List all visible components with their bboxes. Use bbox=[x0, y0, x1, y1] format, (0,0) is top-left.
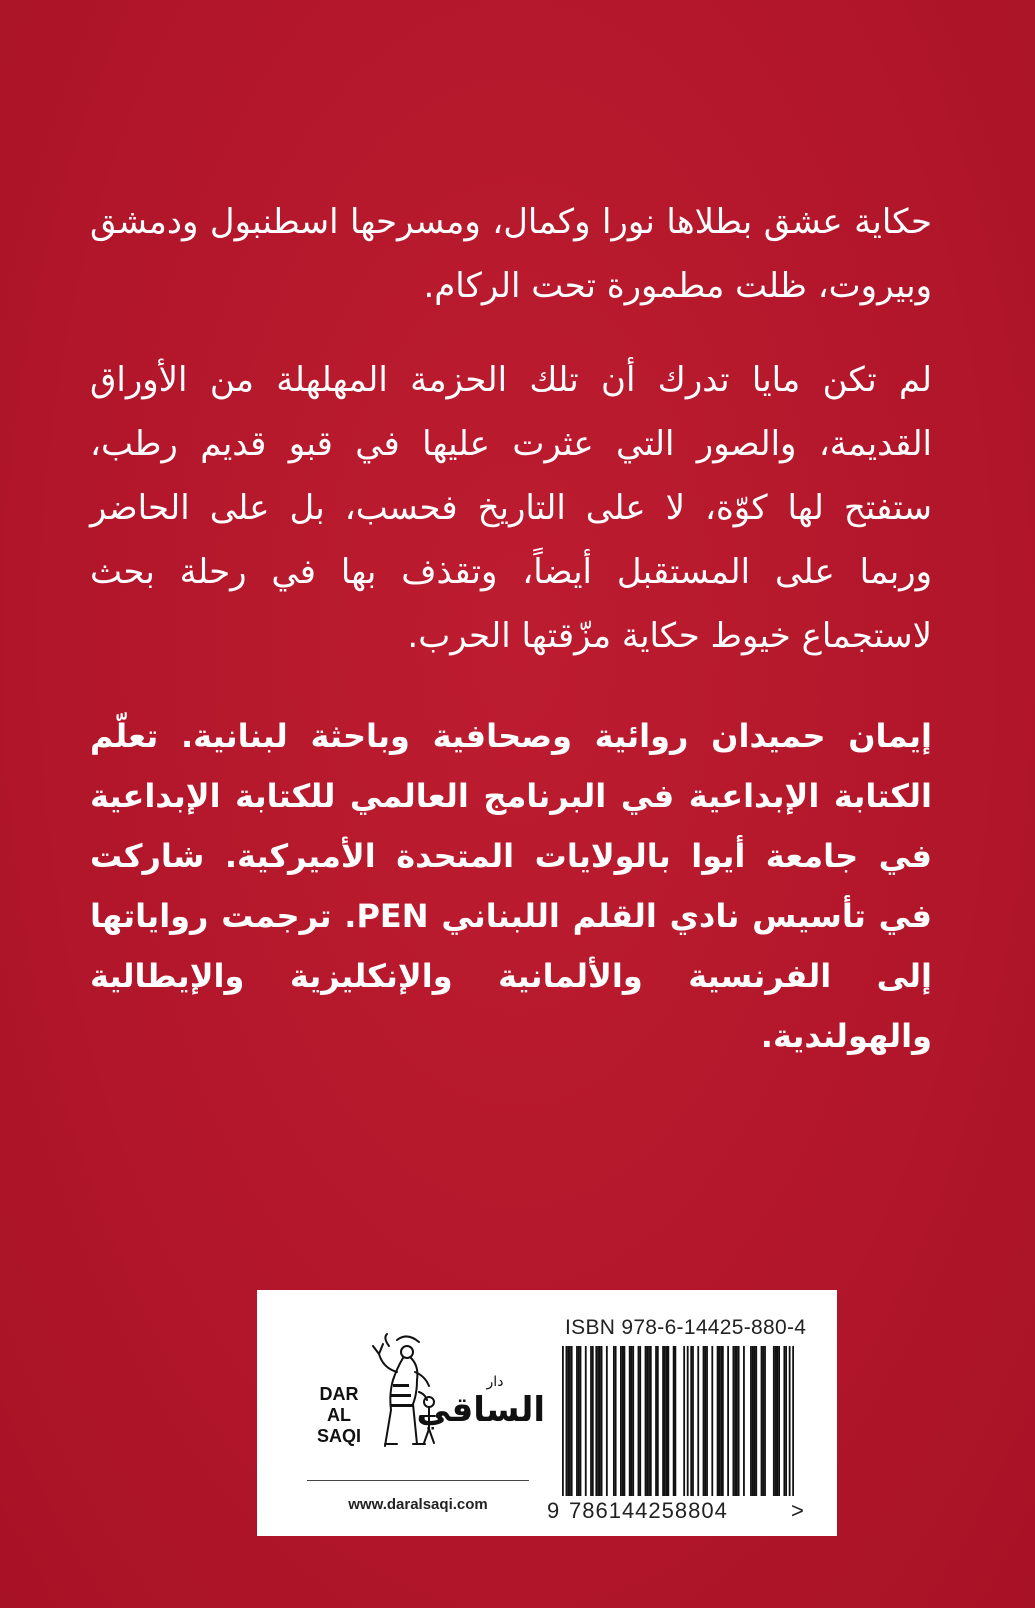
barcode-bar bbox=[624, 1346, 626, 1496]
barcode bbox=[562, 1346, 794, 1496]
barcode-bar bbox=[727, 1346, 729, 1496]
barcode-bar bbox=[562, 1346, 564, 1496]
barcode-bar bbox=[717, 1346, 719, 1496]
barcode-bar bbox=[590, 1346, 592, 1496]
publisher-latin-line-2: AL SAQI bbox=[316, 1405, 361, 1446]
barcode-bar bbox=[722, 1346, 724, 1496]
barcode-bar bbox=[571, 1346, 573, 1496]
barcode-bar bbox=[566, 1346, 568, 1496]
barcode-bar bbox=[773, 1346, 775, 1496]
barcode-bar bbox=[743, 1346, 745, 1496]
barcode-bar bbox=[720, 1346, 722, 1496]
barcode-first-digit: 9 bbox=[547, 1498, 560, 1523]
barcode-bar bbox=[631, 1346, 633, 1496]
blurb-paragraph-2: لم تكن مايا تدرك أن تلك الحزمة المهلهلة من الأوراق القديمة، والصور التي عثرت عليها في قبو قديم رطب، ستفتح لها كوّة، لا على التاريخ فحسب، بل على الحاضر وربما على المستقبل أيضاً، وتقذف بها في رحلة بحث لاستجماع خيوط حكاية مزّقتها الحرب. bbox=[90, 360, 932, 656]
barcode-bar bbox=[718, 1346, 720, 1496]
barcode-arrow: > bbox=[791, 1498, 804, 1523]
barcode-bar bbox=[785, 1346, 787, 1496]
barcode-bar bbox=[666, 1346, 668, 1496]
barcode-bar bbox=[761, 1346, 763, 1496]
label-divider bbox=[307, 1480, 529, 1481]
barcode-bar bbox=[762, 1346, 764, 1496]
barcode-bar bbox=[704, 1346, 706, 1496]
barcode-bar bbox=[674, 1346, 676, 1496]
barcode-bar bbox=[615, 1346, 617, 1496]
barcode-bar bbox=[592, 1346, 594, 1496]
publisher-website: www.daralsaqi.com bbox=[348, 1496, 488, 1513]
barcode-bar bbox=[650, 1346, 652, 1496]
barcode-bar bbox=[683, 1346, 685, 1496]
barcode-bar bbox=[613, 1346, 615, 1496]
barcode-bar bbox=[734, 1346, 736, 1496]
blurb-paragraph-1: حكاية عشق بطلاها نورا وكمال، ومسرحها اسطنبول ودمشق وبيروت، ظلت مطمورة تحت الركام. bbox=[90, 202, 932, 306]
barcode-bar bbox=[585, 1346, 587, 1496]
barcode-bar bbox=[655, 1346, 657, 1496]
barcode-bar bbox=[662, 1346, 664, 1496]
barcode-bar bbox=[687, 1346, 689, 1496]
barcode-bar bbox=[667, 1346, 669, 1496]
publisher-arabic-big: الساقي bbox=[416, 1390, 545, 1430]
publisher-arabic-small: دار bbox=[486, 1374, 504, 1390]
author-bio: إيمان حميدان روائية وصحافية وباحثة لبنانية. تعلّم الكتابة الإبداعية في البرنامج العالمي للكتابة الإبداعية في جامعة أيوا بالولايات المتحدة الأميركية. شاركت في تأسيس نادي القلم اللبناني PEN. ترجمت رواياتها إلى الفرنسية والألمانية والإنكليزية والإيطالية والهولندية. bbox=[90, 717, 933, 1055]
barcode-bar bbox=[620, 1346, 622, 1496]
barcode-bar bbox=[657, 1346, 659, 1496]
barcode-bar bbox=[664, 1346, 666, 1496]
barcode-bar bbox=[622, 1346, 624, 1496]
barcode-bar bbox=[569, 1346, 571, 1496]
barcode-bar bbox=[711, 1346, 713, 1496]
barcode-bar bbox=[578, 1346, 580, 1496]
barcode-bar bbox=[783, 1346, 785, 1496]
publisher-logo-arabic bbox=[416, 1374, 545, 1430]
barcode-bar bbox=[738, 1346, 740, 1496]
barcode-bar bbox=[752, 1346, 754, 1496]
isbn-publisher-label bbox=[257, 1290, 837, 1536]
barcode-bar bbox=[775, 1346, 777, 1496]
barcode-bar bbox=[776, 1346, 778, 1496]
barcode-bar bbox=[606, 1346, 608, 1496]
barcode-bar bbox=[646, 1346, 648, 1496]
barcode-bar bbox=[778, 1346, 780, 1496]
barcode-bar bbox=[736, 1346, 738, 1496]
barcode-bar bbox=[597, 1346, 599, 1496]
publisher-latin-line-1: DAR bbox=[319, 1384, 359, 1404]
barcode-bar bbox=[697, 1346, 699, 1496]
isbn-number: ISBN 978-6-14425-880-4 bbox=[565, 1316, 807, 1339]
barcode-bar bbox=[645, 1346, 647, 1496]
barcode-bar bbox=[595, 1346, 597, 1496]
barcode-bar bbox=[789, 1346, 791, 1496]
barcode-bar bbox=[750, 1346, 752, 1496]
barcode-bar bbox=[692, 1346, 694, 1496]
barcode-bar bbox=[732, 1346, 734, 1496]
barcode-bar bbox=[754, 1346, 756, 1496]
barcode-bar bbox=[703, 1346, 705, 1496]
barcode-bar bbox=[673, 1346, 675, 1496]
barcode-bar bbox=[639, 1346, 641, 1496]
barcode-bar bbox=[764, 1346, 766, 1496]
barcode-bar bbox=[632, 1346, 634, 1496]
barcode-bar bbox=[638, 1346, 640, 1496]
barcode-bar bbox=[599, 1346, 601, 1496]
barcode-bar bbox=[690, 1346, 692, 1496]
publisher-logo-latin bbox=[307, 1384, 371, 1447]
barcode-bar bbox=[580, 1346, 582, 1496]
barcode-bar bbox=[601, 1346, 603, 1496]
barcode-bar bbox=[576, 1346, 578, 1496]
barcode-bar bbox=[792, 1346, 794, 1496]
barcode-bar bbox=[755, 1346, 757, 1496]
barcode-bar bbox=[567, 1346, 569, 1496]
barcode-bar bbox=[648, 1346, 650, 1496]
barcode-bar bbox=[706, 1346, 708, 1496]
barcode-bar bbox=[629, 1346, 631, 1496]
barcode-main-digits: 786144258804 bbox=[569, 1498, 728, 1523]
